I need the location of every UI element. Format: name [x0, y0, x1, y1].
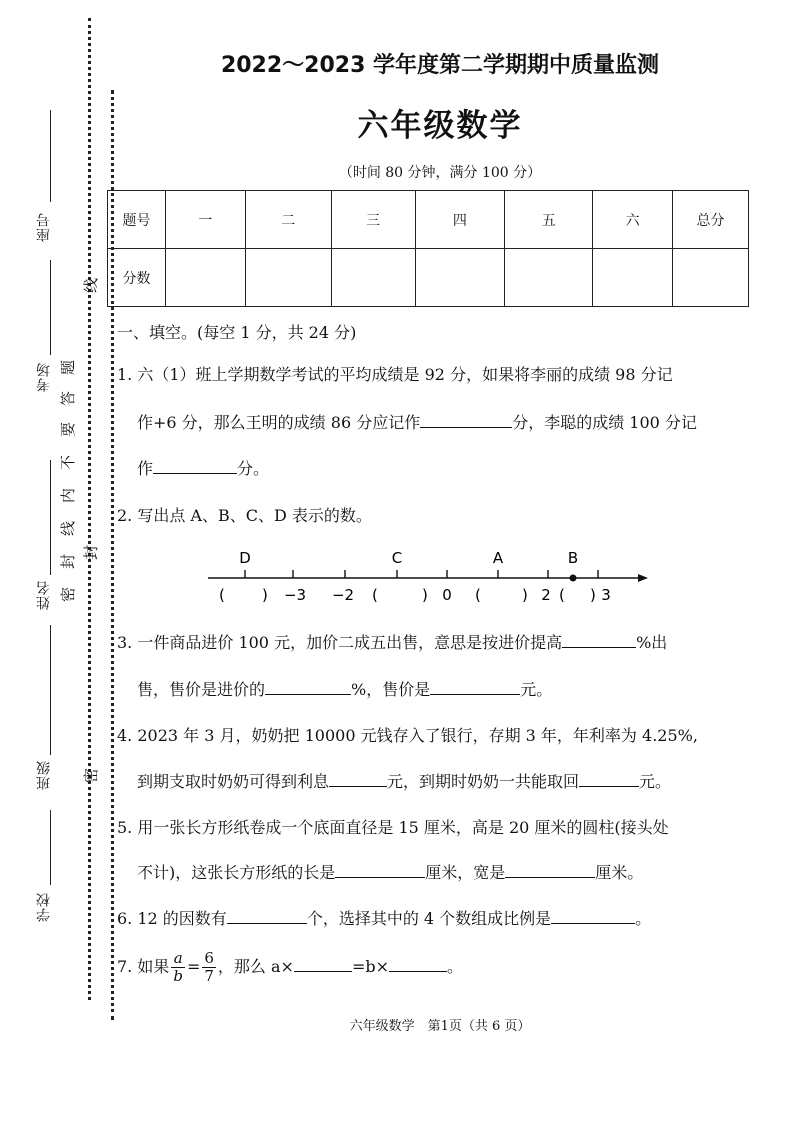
number-line-arrow	[638, 574, 648, 582]
score-header-cell: 六	[593, 191, 673, 249]
question-4-text-c: 元。	[639, 772, 672, 791]
score-table-header-row	[108, 191, 749, 249]
answer-blank[interactable]	[562, 631, 636, 648]
school-write-line[interactable]	[50, 810, 51, 885]
question-1-line-2	[137, 410, 697, 433]
answer-blank[interactable]	[505, 861, 595, 878]
paren-c-close: )	[422, 586, 428, 604]
question-7	[117, 950, 463, 985]
score-header-cell: 总分	[673, 191, 749, 249]
question-1-text-d: 分。	[237, 459, 270, 478]
question-1-text-a: 作+6 分，那么王明的成绩 86 分应记作	[137, 413, 421, 432]
question-7-text-a: 7. 如果	[117, 957, 170, 976]
seal-mi-char: 密	[82, 767, 101, 784]
score-table	[107, 190, 749, 307]
question-4-line-1: 4. 2023 年 3 月，奶奶把 10000 元钱存入了银行，存期 3 年，年利率为 4.25%,	[117, 726, 698, 745]
paren-c-open: (	[372, 586, 378, 604]
answer-blank[interactable]	[329, 770, 387, 787]
fraction-numerator: 6	[204, 949, 214, 967]
score-header-cell: 四	[415, 191, 505, 249]
warning-char-yao: 要	[59, 421, 78, 438]
warning-char-nei: 内	[59, 487, 78, 504]
exam-room-write-line[interactable]	[50, 260, 51, 355]
question-3-line-1	[117, 630, 667, 653]
answer-blank[interactable]	[430, 678, 520, 695]
point-label-c: C	[391, 549, 403, 567]
warning-char-bu: 不	[59, 454, 78, 471]
question-3-text-b: %出	[636, 633, 668, 652]
paren-b-open: (	[559, 586, 565, 604]
warning-char-feng: 封	[59, 553, 78, 570]
question-6-text-a: 6. 12 的因数有	[117, 909, 227, 928]
subject-title: 六年级数学	[357, 108, 523, 144]
warning-char-da: 答	[59, 390, 78, 407]
score-cell[interactable]	[165, 249, 245, 307]
question-5-text-a: 不计)，这张长方形纸的长是	[137, 863, 336, 882]
score-cell[interactable]	[673, 249, 749, 307]
score-table-score-row	[108, 249, 749, 307]
tick-label-neg3: −3	[283, 586, 307, 604]
question-7-text-b: ，那么 a×	[217, 957, 294, 976]
question-5-line-2	[137, 860, 643, 883]
tick-label-3: 3	[601, 586, 611, 604]
tick-label-2: 2	[541, 586, 551, 604]
fraction-denominator: 7	[204, 967, 214, 985]
answer-blank[interactable]	[227, 907, 307, 924]
warning-char-ti: 题	[59, 359, 78, 376]
answer-blank[interactable]	[153, 457, 237, 474]
question-1-line-3	[137, 456, 269, 479]
score-cell[interactable]	[505, 249, 593, 307]
score-header-cell: 五	[505, 191, 593, 249]
score-cell[interactable]	[593, 249, 673, 307]
answer-blank[interactable]	[551, 907, 635, 924]
answer-blank[interactable]	[420, 411, 512, 428]
number-line	[200, 540, 660, 610]
question-6-text-b: 个，选择其中的 4 个数组成比例是	[306, 909, 552, 928]
question-4-line-2	[137, 769, 671, 792]
answer-blank[interactable]	[579, 770, 639, 787]
paren-d-open: (	[219, 586, 225, 604]
name-label: 姓名	[36, 580, 52, 610]
paren-a-open: (	[475, 586, 481, 604]
tick-label-0: 0	[442, 586, 452, 604]
score-header-cell: 三	[331, 191, 415, 249]
page-footer: 六年级数学 第1页（共 6 页）	[349, 1019, 531, 1034]
score-cell[interactable]	[415, 249, 505, 307]
school-label: 学校	[36, 892, 52, 922]
answer-blank[interactable]	[294, 955, 352, 972]
score-header-cell: 题号	[108, 191, 166, 249]
question-3-text-c: 售，售价是进价的	[137, 680, 266, 699]
class-label: 班级	[36, 760, 52, 790]
question-3-text-a: 3. 一件商品进价 100 元，加价二成五出售，意思是按进价提高	[117, 633, 563, 652]
question-7-text-d: 。	[447, 957, 464, 976]
fraction-numerator: a	[171, 950, 185, 968]
exam-title: 2022～2023 学年度第二学期期中质量监测	[220, 53, 660, 78]
class-write-line[interactable]	[50, 625, 51, 755]
question-5-text-c: 厘米。	[595, 863, 644, 882]
section-1-title: 一、填空。(每空 1 分，共 24 分)	[117, 323, 357, 342]
time-note: （时间 80 分钟，满分 100 分）	[338, 165, 542, 181]
question-6	[117, 906, 651, 929]
question-7-text-c: =b×	[351, 957, 390, 976]
point-label-a: A	[492, 549, 504, 567]
binding-dotted-line-outer	[88, 18, 91, 1000]
question-4-text-a: 到期支取时奶奶可得到利息	[137, 772, 330, 791]
question-1-text-b: 分，李聪的成绩 100 分记	[512, 413, 697, 432]
answer-blank[interactable]	[335, 861, 425, 878]
seat-label: 座号	[36, 212, 52, 242]
question-1-line-1: 1. 六（1）班上学期数学考试的平均成绩是 92 分，如果将李丽的成绩 98 分记	[117, 365, 673, 384]
paren-a-close: )	[522, 586, 528, 604]
score-header-cell: 二	[245, 191, 331, 249]
answer-blank[interactable]	[265, 678, 351, 695]
score-row-label: 分数	[108, 249, 166, 307]
answer-blank[interactable]	[389, 955, 447, 972]
score-cell[interactable]	[331, 249, 415, 307]
paren-b-close: )	[590, 586, 596, 604]
seat-write-line[interactable]	[50, 110, 51, 202]
question-1-text-c: 作	[137, 459, 154, 478]
point-b-dot	[570, 575, 577, 582]
tick-label-neg2: −2	[331, 586, 355, 604]
question-3-line-2	[137, 677, 552, 700]
seal-line-char: 线	[82, 277, 101, 294]
question-5-line-1: 5. 用一张长方形纸卷成一个底面直径是 15 厘米，高是 20 厘米的圆柱(接头处	[117, 818, 669, 837]
question-3-text-d: %，售价是	[351, 680, 431, 699]
exam-room-label: 考场	[36, 362, 52, 392]
warning-char-mi: 密	[59, 586, 78, 603]
fraction-a-over-b	[171, 950, 185, 985]
equals-sign: =	[186, 957, 201, 976]
question-5-text-b: 厘米，宽是	[425, 863, 506, 882]
seal-feng-char: 封	[82, 544, 101, 561]
point-label-b: B	[567, 549, 579, 567]
question-2: 2. 写出点 A、B、C、D 表示的数。	[117, 506, 372, 525]
fraction-denominator: b	[173, 967, 183, 985]
paren-d-close: )	[262, 586, 268, 604]
name-write-line[interactable]	[50, 460, 51, 575]
point-label-d: D	[239, 549, 251, 567]
score-header-cell: 一	[165, 191, 245, 249]
score-cell[interactable]	[245, 249, 331, 307]
question-6-text-c: 。	[635, 909, 652, 928]
warning-char-xian: 线	[59, 520, 78, 537]
fraction-6-over-7	[202, 950, 216, 985]
question-3-text-e: 元。	[520, 680, 553, 699]
question-4-text-b: 元，到期时奶奶一共能取回	[387, 772, 580, 791]
